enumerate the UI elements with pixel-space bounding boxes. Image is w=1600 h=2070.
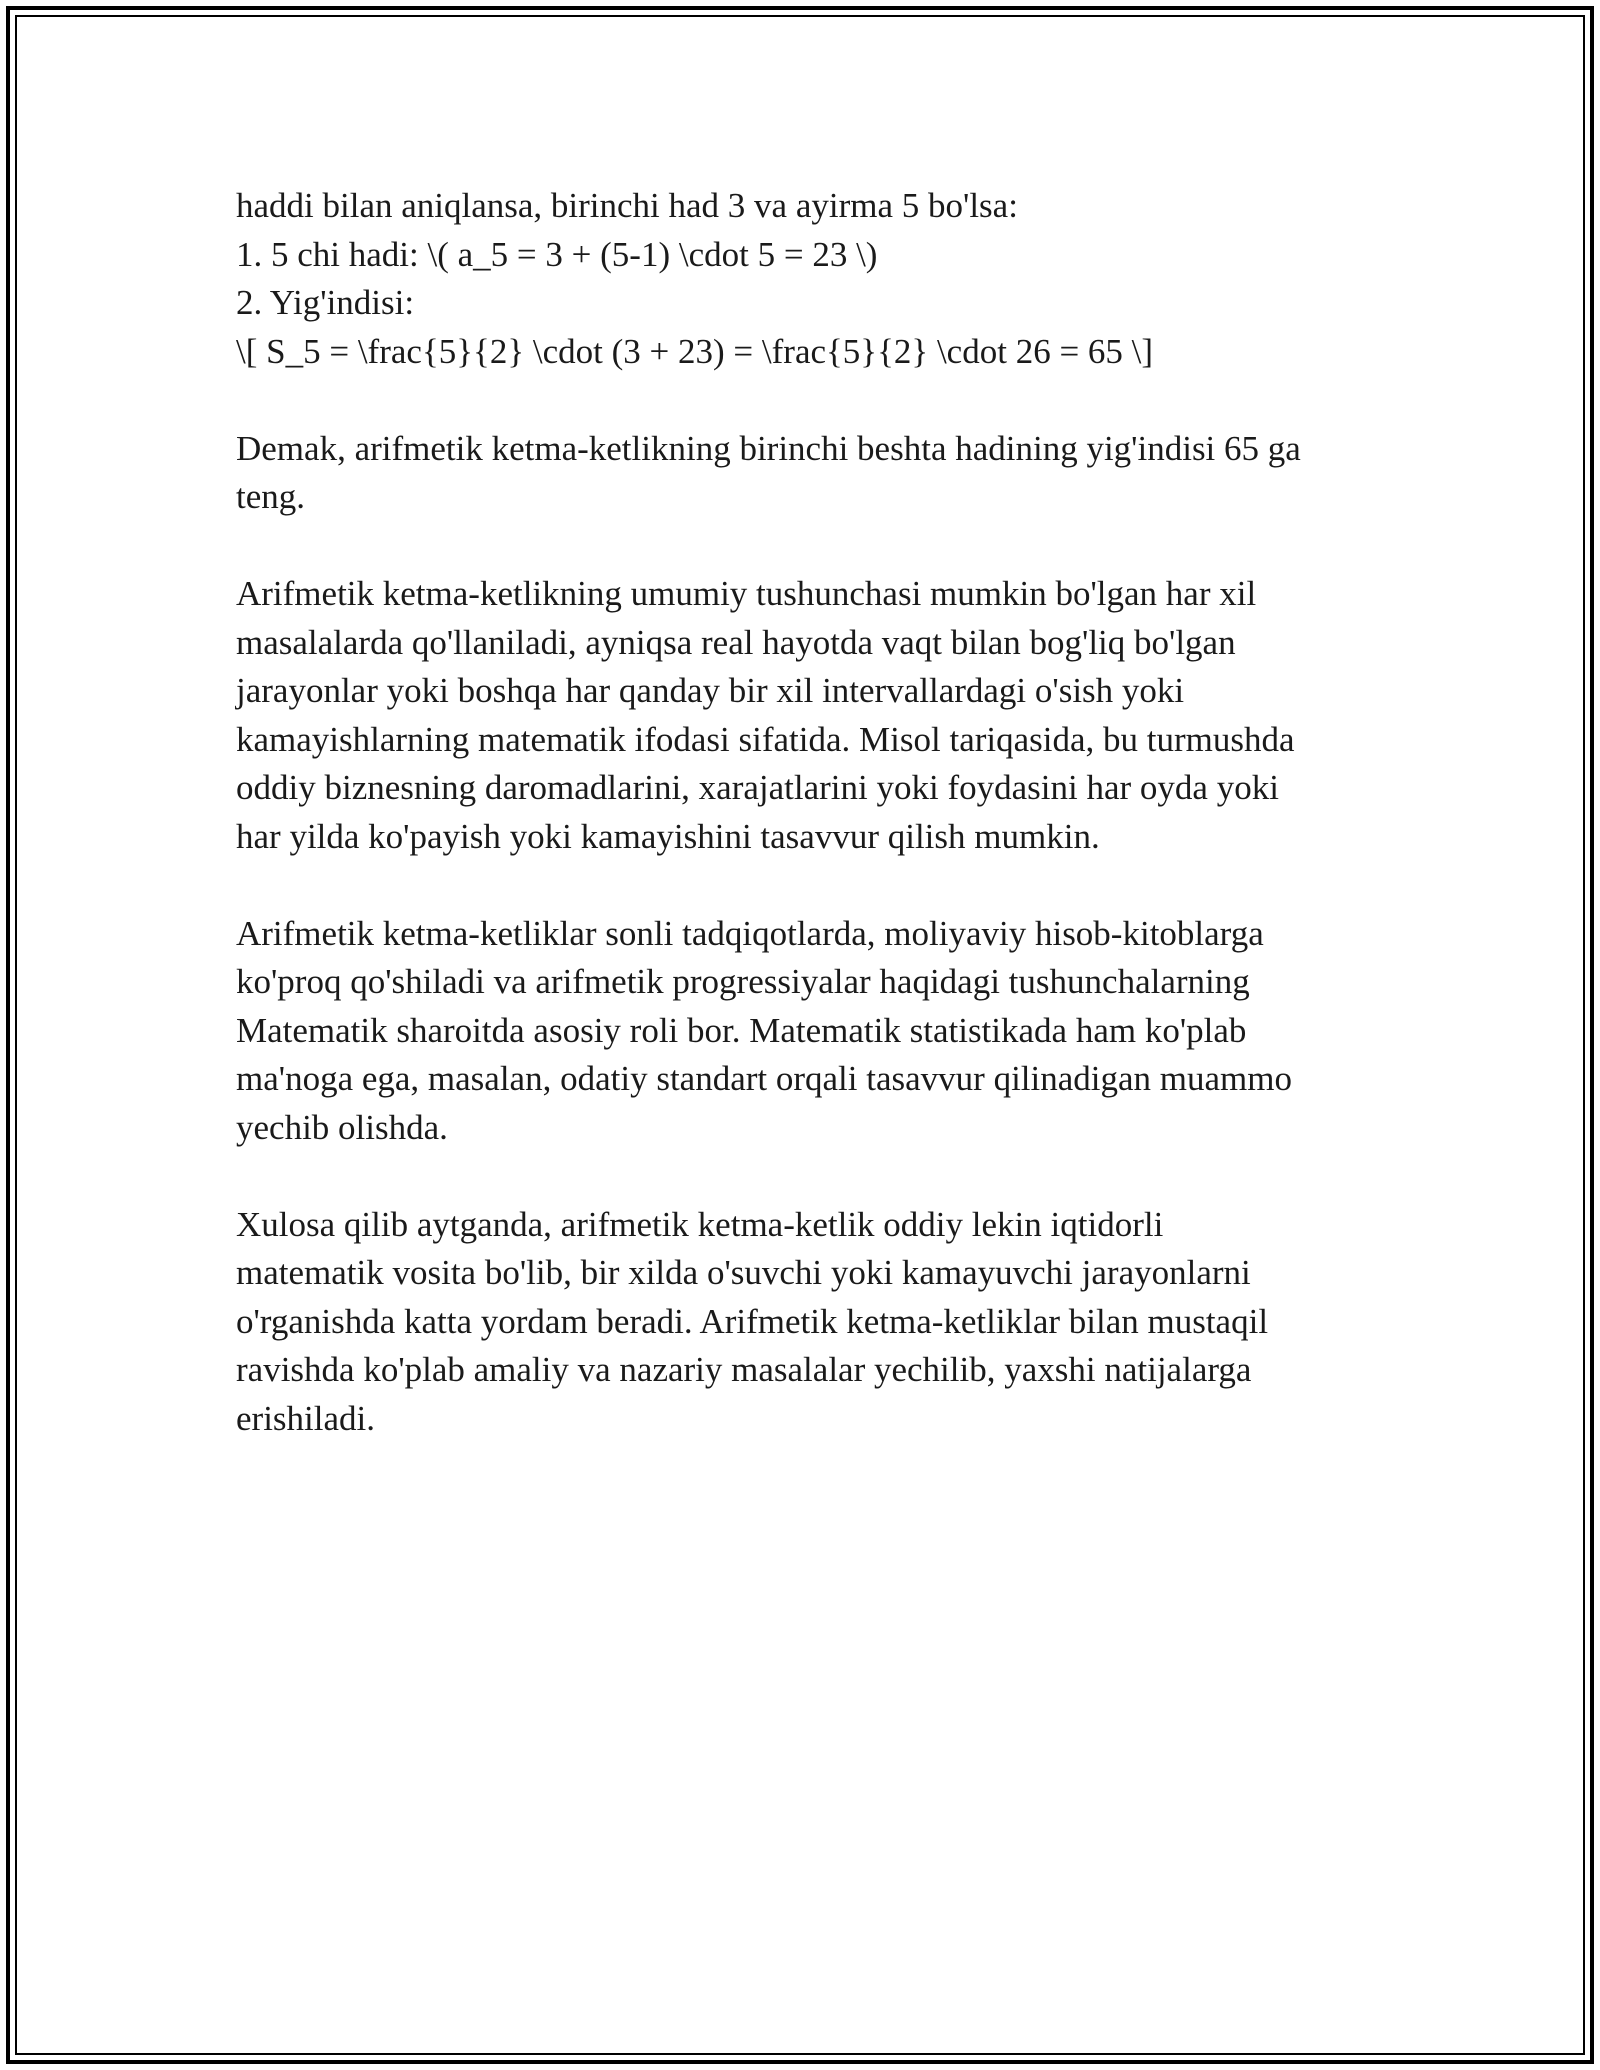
paragraph-line: jarayonlar yoki boshqa har qanday bir xil intervallardagi o'sish yoki bbox=[236, 671, 1185, 710]
paragraph-line: erishiladi. bbox=[236, 1398, 375, 1438]
paragraph-line: Matematik sharoitda asosiy roli bor. Matematik statistikada ham ko'plab bbox=[236, 1010, 1247, 1050]
paragraph-line: masalalarda qo'llaniladi, ayniqsa real hayotda vaqt bilan bog'liq bo'lgan bbox=[236, 622, 1236, 662]
paragraph-line: o'rganishda katta yordam beradi. Arifmetik ketma-ketliklar bilan mustaqil bbox=[236, 1301, 1269, 1341]
paragraph-summary bbox=[236, 1201, 1366, 1444]
paragraph-line: ravishda ko'plab amaliy va nazariy masalalar yechilib, yaxshi natijalarga bbox=[236, 1350, 1252, 1389]
paragraph-line: Arifmetik ketma-ketliklar sonli tadqiqotlarda, moliyaviy hisob-kitoblarga bbox=[236, 913, 1264, 953]
paragraph-line: ko'proq qo'shiladi va arifmetik progressiyalar haqidagi tushunchalarning bbox=[236, 962, 1250, 1001]
formula-line-term: 1. 5 chi hadi: \( a_5 = 3 + (5-1) \cdot 5 = 23 \) bbox=[236, 234, 878, 274]
paragraph-line: oddiy biznesning daromadlarini, xarajatlarini yoki foydasini har oyda yoki bbox=[236, 768, 1279, 807]
formula-line-sum: \[ S_5 = \frac{5}{2} \cdot (3 + 23) = \frac{5}{2} \cdot 26 = 65 \] bbox=[236, 331, 1154, 371]
paragraph-line: matematik vosita bo'lib, bir xilda o'suvchi yoki kamayuvchi jarayonlarni bbox=[236, 1253, 1251, 1292]
paragraph-line: har yilda ko'payish yoki kamayishini tasavvur qilish mumkin. bbox=[236, 816, 1100, 856]
paragraph-line: Demak, arifmetik ketma-ketlikning birinchi beshta hadining yig'indisi 65 ga bbox=[236, 428, 1301, 468]
intro-block bbox=[236, 182, 1366, 376]
paragraph-applications bbox=[236, 910, 1366, 1153]
formula-line-sum-label: 2. Yig'indisi: bbox=[236, 283, 415, 322]
paragraph-conclusion-sum bbox=[236, 425, 1366, 522]
paragraph-general-concept bbox=[236, 570, 1366, 861]
document-body bbox=[236, 182, 1366, 1443]
paragraph-line: ma'noga ega, masalan, odatiy standart orqali tasavvur qilinadigan muammo bbox=[236, 1059, 1292, 1098]
paragraph-line: teng. bbox=[236, 477, 306, 516]
paragraph-line: Arifmetik ketma-ketlikning umumiy tushunchasi mumkin bo'lgan har xil bbox=[236, 574, 1257, 613]
paragraph-line: kamayishlarning matematik ifodasi sifatida. Misol tariqasida, bu turmushda bbox=[236, 719, 1295, 759]
intro-line: haddi bilan aniqlansa, birinchi had 3 va ayirma 5 bo'lsa: bbox=[236, 186, 1018, 225]
paragraph-line: Xulosa qilib aytganda, arifmetik ketma-ketlik oddiy lekin iqtidorli bbox=[236, 1204, 1164, 1244]
paragraph-line: yechib olishda. bbox=[236, 1107, 448, 1147]
